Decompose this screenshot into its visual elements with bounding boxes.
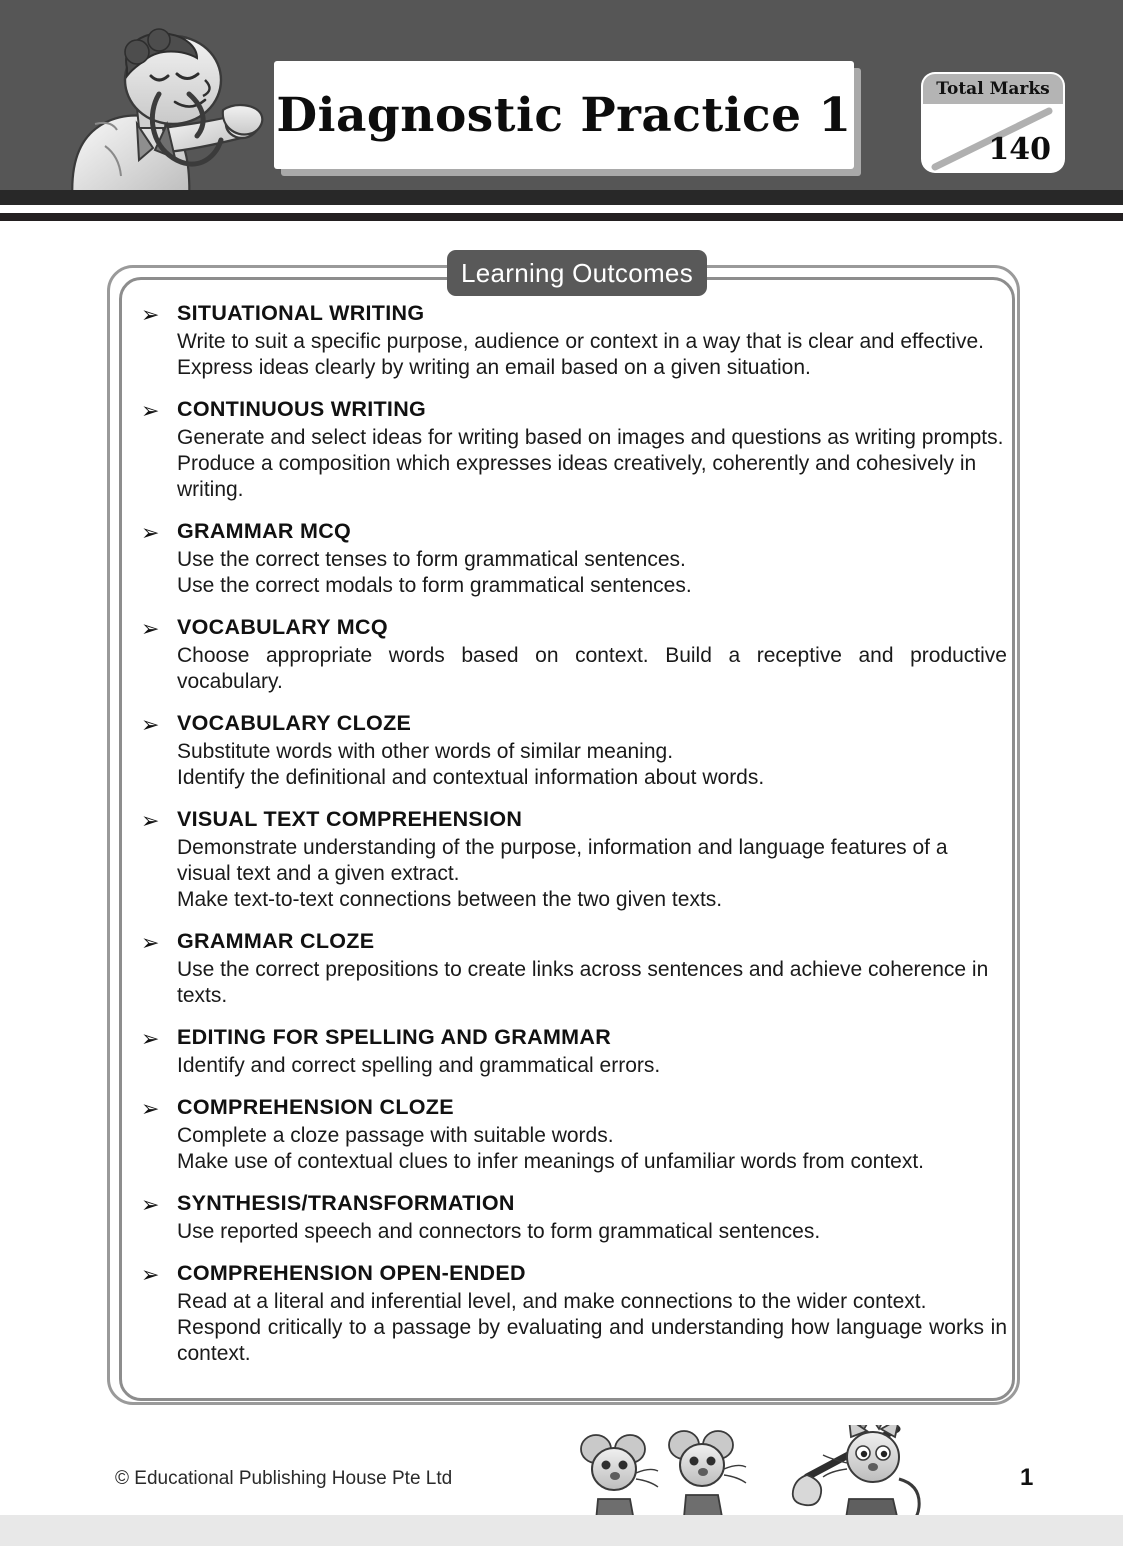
learning-outcome-title: VOCABULARY MCQ	[177, 615, 388, 639]
learning-outcome-line: Generate and select ideas for writing based on images and questions as writing prompts.	[177, 426, 1004, 449]
learning-outcome-item	[133, 1260, 1013, 1367]
learning-outcome-title: COMPREHENSION OPEN-ENDED	[177, 1261, 526, 1285]
learning-outcome-item	[133, 1190, 1013, 1245]
learning-outcome-line: Express ideas clearly by writing an email based on a given situation.	[177, 356, 811, 379]
arrow-bullet-icon: ➢	[141, 1096, 160, 1121]
learning-outcome-body	[177, 1260, 1013, 1367]
learning-outcome-item	[133, 806, 1013, 913]
learning-outcome-line: Produce a composition which expresses ideas creatively, coherently and cohesively in writing.	[177, 452, 977, 501]
arrow-bullet-icon: ➢	[141, 520, 160, 545]
arrow-bullet-icon: ➢	[141, 1192, 160, 1217]
learning-outcome-item	[133, 1094, 1013, 1175]
page-header-band	[0, 0, 1123, 205]
bottom-strip	[0, 1515, 1123, 1546]
learning-outcome-body	[177, 614, 1013, 695]
arrow-bullet-icon: ➢	[141, 712, 160, 737]
learning-outcome-title: SYNTHESIS/TRANSFORMATION	[177, 1191, 515, 1215]
learning-outcome-line: Demonstrate understanding of the purpose, information and language features of a visual text and a given extract.	[177, 836, 948, 885]
learning-outcome-line: Identify and correct spelling and grammatical errors.	[177, 1054, 661, 1077]
header-divider-rule	[0, 213, 1123, 221]
learning-outcome-title: GRAMMAR MCQ	[177, 519, 352, 543]
learning-outcome-line: Choose appropriate words based on context. Build a receptive and productive vocabulary.	[177, 644, 1007, 693]
learning-outcome-item	[133, 396, 1013, 503]
learning-outcome-item	[133, 710, 1013, 791]
learning-outcome-body	[177, 1024, 1013, 1079]
arrow-bullet-icon: ➢	[141, 302, 160, 327]
arrow-bullet-icon: ➢	[141, 1262, 160, 1287]
learning-outcome-title: CONTINUOUS WRITING	[177, 397, 427, 421]
total-marks-badge	[923, 74, 1063, 171]
learning-outcome-item	[133, 614, 1013, 695]
learning-outcome-body	[177, 518, 1013, 599]
learning-outcome-title: VOCABULARY CLOZE	[177, 711, 412, 735]
learning-outcome-item	[133, 1024, 1013, 1079]
page-title: Diagnostic Practice 1	[276, 87, 852, 143]
learning-outcome-item	[133, 928, 1013, 1009]
learning-outcome-line: Use the correct modals to form grammatical sentences.	[177, 574, 692, 597]
learning-outcomes-list	[133, 300, 1013, 1382]
arrow-bullet-icon: ➢	[141, 930, 160, 955]
learning-outcome-line: Write to suit a specific purpose, audience or context in a way that is clear and effective.	[177, 330, 984, 353]
learning-outcomes-tab	[447, 250, 707, 296]
learning-outcome-title: GRAMMAR CLOZE	[177, 929, 375, 953]
learning-outcome-line: Substitute words with other words of similar meaning.	[177, 740, 674, 763]
arrow-bullet-icon: ➢	[141, 808, 160, 833]
learning-outcome-title: COMPREHENSION CLOZE	[177, 1095, 454, 1119]
learning-outcome-line: Read at a literal and inferential level, and make connections to the wider context.	[177, 1290, 927, 1313]
total-marks-label: Total Marks	[923, 74, 1063, 104]
learning-outcome-body	[177, 806, 1013, 913]
learning-outcome-line: Use the correct tenses to form grammatical sentences.	[177, 548, 686, 571]
learning-outcome-body	[177, 300, 1013, 381]
learning-outcome-body	[177, 1094, 1013, 1175]
learning-outcomes-tab-label: Learning Outcomes	[460, 257, 693, 288]
learning-outcome-title: SITUATIONAL WRITING	[177, 301, 425, 325]
learning-outcome-line: Complete a cloze passage with suitable words.	[177, 1124, 614, 1147]
doctor-with-stethoscope-icon	[55, 28, 305, 205]
arrow-bullet-icon: ➢	[141, 616, 160, 641]
total-marks-value: 140	[988, 132, 1051, 167]
title-plaque	[274, 61, 854, 169]
learning-outcome-line: Use the correct prepositions to create links across sentences and achieve coherence in texts.	[177, 958, 989, 1007]
learning-outcome-line: Respond critically to a passage by evaluating and understanding how language works in context.	[177, 1316, 1007, 1365]
learning-outcome-body	[177, 396, 1013, 503]
learning-outcome-line: Use reported speech and connectors to form grammatical sentences.	[177, 1220, 821, 1243]
learning-outcome-title: VISUAL TEXT COMPREHENSION	[177, 807, 523, 831]
learning-outcome-line: Identify the definitional and contextual information about words.	[177, 766, 765, 789]
arrow-bullet-icon: ➢	[141, 398, 160, 423]
learning-outcome-body	[177, 710, 1013, 791]
header-band-lower	[0, 190, 1123, 205]
arrow-bullet-icon: ➢	[141, 1026, 160, 1051]
learning-outcome-line: Make text-to-text connections between the two given texts.	[177, 888, 723, 911]
learning-outcome-body	[177, 928, 1013, 1009]
learning-outcome-line: Make use of contextual clues to infer meanings of unfamiliar words from context.	[177, 1150, 925, 1173]
learning-outcome-title: EDITING FOR SPELLING AND GRAMMAR	[177, 1025, 612, 1049]
learning-outcome-item	[133, 300, 1013, 381]
page-number: 1	[1020, 1464, 1034, 1491]
learning-outcome-body	[177, 1190, 1013, 1245]
copyright-notice: © Educational Publishing House Pte Ltd	[115, 1468, 453, 1489]
learning-outcome-item	[133, 518, 1013, 599]
